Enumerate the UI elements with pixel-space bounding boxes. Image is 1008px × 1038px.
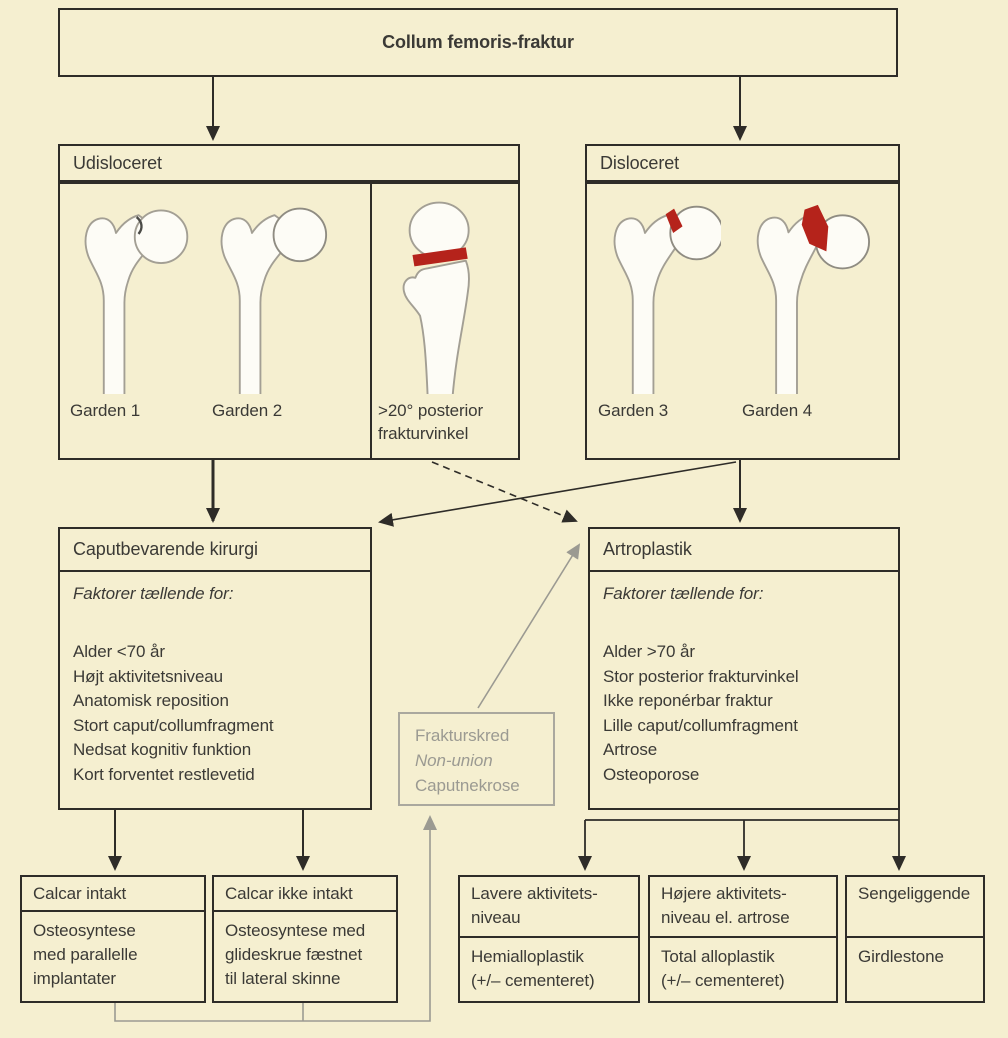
arthroplasty-factors-heading: Faktorer tællende for:	[603, 584, 764, 603]
calcar-not-intact-header	[214, 877, 396, 912]
factor-line: Nedsat kognitiv funktion	[73, 740, 252, 759]
text-line: (+/– cementeret)	[471, 971, 595, 990]
posterior-angle-label-line1: >20° posterior	[378, 401, 484, 420]
displaced-header-box	[585, 144, 900, 182]
factor-line: Ikke reponérbar fraktur	[603, 691, 773, 710]
bedridden-box	[845, 875, 985, 1003]
garden-2-femur-illustration	[206, 194, 328, 394]
arthroplasty-title: Artroplastik	[603, 539, 692, 559]
head-preserving-box	[58, 527, 372, 810]
calcar-intact-body	[22, 912, 204, 991]
garden-2-label: Garden 2	[212, 401, 283, 420]
calcar-intact-header	[22, 877, 204, 912]
posterior-angle-label-line2: frakturvinkel	[378, 424, 469, 443]
higher-activity-box	[648, 875, 838, 1003]
factor-line: Kort forventet restlevetid	[73, 764, 255, 784]
factor-line: Osteoporose	[603, 764, 700, 784]
failure-box	[398, 712, 555, 806]
arrow-displaced-to-headpreserving-cross	[380, 462, 736, 522]
lower-activity-header	[460, 877, 638, 938]
factor-line: Stor posterior frakturvinkel	[603, 666, 799, 686]
factor-line: Alder <70 år	[73, 642, 165, 661]
undisplaced-header-label: Udisloceret	[73, 152, 162, 173]
failure-line-caputnekrose: Caputnekrose	[415, 776, 520, 795]
arrow-angle-to-arthroplasty-dashed	[432, 462, 576, 521]
garden-3-femur-illustration	[599, 194, 721, 394]
text-line: Girdlestone	[858, 947, 944, 966]
head-preserving-factors-list	[73, 640, 357, 787]
arthroplasty-header	[590, 529, 898, 572]
header-line: niveau el. artrose	[661, 908, 790, 927]
posterior-angle-femur-illustration	[386, 194, 498, 394]
factor-line: Lille caput/collumfragment	[603, 715, 798, 735]
factor-line: Højt aktivitetsniveau	[73, 666, 224, 686]
undisplaced-header-box	[58, 144, 520, 182]
calcar-not-intact-body	[214, 912, 396, 991]
header-line: niveau	[471, 908, 521, 927]
text-line: implantater	[33, 969, 116, 988]
higher-activity-body	[650, 938, 836, 993]
text-line: Osteosyntese	[33, 921, 136, 940]
bedridden-body	[847, 938, 983, 969]
header-line: Sengeliggende	[858, 884, 971, 903]
arrow-failure-to-arthroplasty-gray	[478, 545, 579, 708]
text-line: Osteosyntese med	[225, 921, 366, 940]
bedridden-header	[847, 877, 983, 938]
page-title: Collum femoris-fraktur	[382, 32, 574, 52]
factor-line: Stort caput/collumfragment	[73, 715, 274, 735]
text-line: glideskrue fæstnet	[225, 945, 363, 964]
lower-activity-box	[458, 875, 640, 1003]
head-preserving-factors-heading: Faktorer tællende for:	[73, 584, 234, 603]
failure-line-frakturskred: Frakturskred	[415, 726, 510, 745]
calcar-intact-box	[20, 875, 206, 1003]
arthroplasty-factors-list	[603, 640, 885, 787]
panel-divider	[370, 184, 372, 458]
head-preserving-title: Caputbevarende kirurgi	[73, 539, 258, 559]
garden-3-label: Garden 3	[598, 401, 669, 420]
arthroplasty-box	[588, 527, 900, 810]
calcar-not-intact-box	[212, 875, 398, 1003]
text-line: Hemialloplastik	[471, 947, 584, 966]
header-line: Calcar intakt	[33, 884, 127, 903]
displaced-header-label: Disloceret	[600, 152, 680, 173]
header-line: Calcar ikke intakt	[225, 884, 353, 903]
header-line: Lavere aktivitets-	[471, 884, 598, 903]
factor-line: Alder >70 år	[603, 642, 695, 661]
garden-4-label: Garden 4	[742, 401, 813, 420]
failure-line-nonunion: Non-union	[415, 751, 493, 770]
arthroplasty-branch-rail	[585, 810, 899, 820]
text-line: (+/– cementeret)	[661, 971, 785, 990]
garden-4-femur-illustration	[742, 194, 870, 394]
factor-line: Artrose	[603, 740, 658, 759]
garden-1-label: Garden 1	[70, 401, 141, 420]
title-box	[58, 8, 898, 77]
header-line: Højere aktivitets-	[661, 884, 787, 903]
text-line: til lateral skinne	[225, 969, 341, 988]
head-preserving-header	[60, 529, 370, 572]
garden-1-femur-illustration	[70, 194, 192, 394]
lower-activity-body	[460, 938, 638, 993]
higher-activity-header	[650, 877, 836, 938]
text-line: Total alloplastik	[661, 947, 775, 966]
text-line: med parallelle	[33, 945, 138, 964]
factor-line: Anatomisk reposition	[73, 691, 229, 710]
